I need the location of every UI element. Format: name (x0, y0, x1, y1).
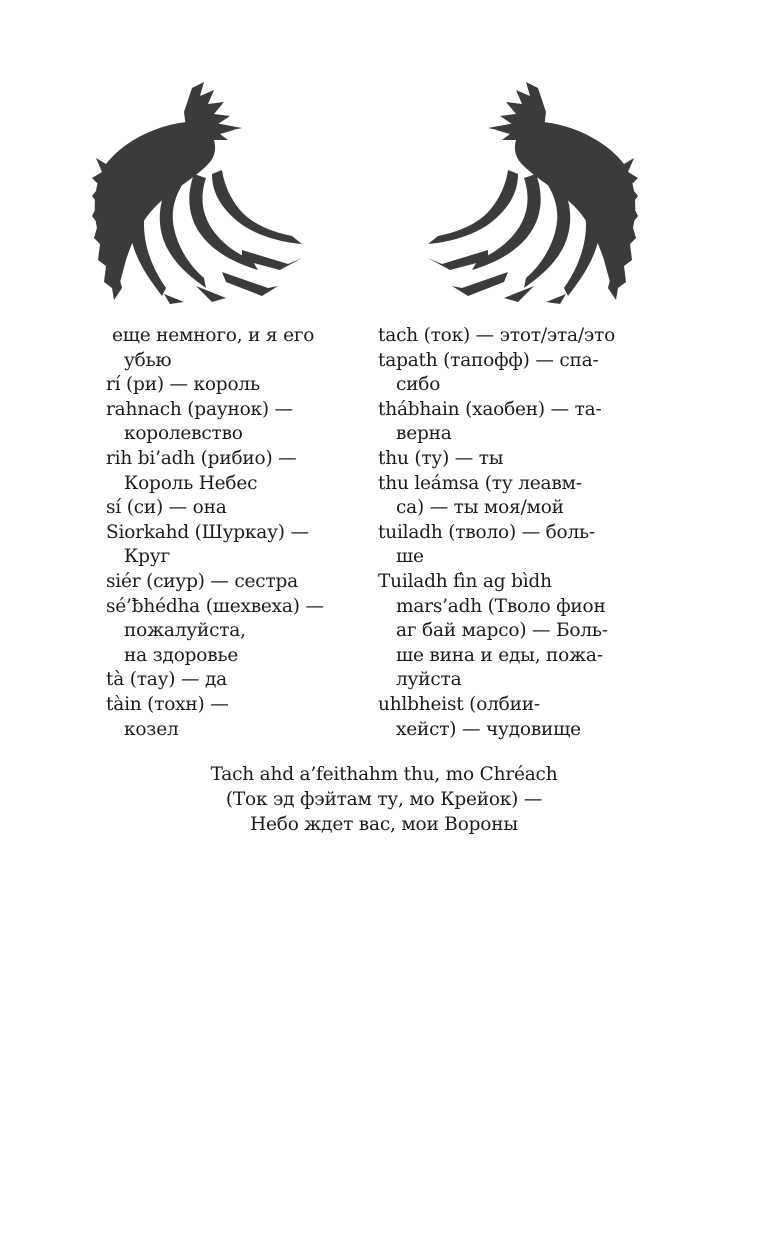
glossary-line: са) — ты моя/мой (396, 497, 564, 519)
glossary-entry (106, 570, 354, 595)
closing-line: Небо ждет вас, мои Вороны (250, 814, 518, 835)
glossary-entry (106, 447, 354, 496)
raven-icon-right (426, 82, 638, 304)
glossary-line: луйста (396, 669, 462, 691)
glossary-line: королевство (124, 423, 243, 445)
glossary-line: thábhain (хаобен) — та- (378, 398, 602, 420)
glossary-line: ше (396, 546, 424, 568)
glossary-line: tapath (тапофф) — спа- (378, 349, 599, 371)
glossary-line: аг бай марсо) — Боль- (396, 620, 608, 642)
closing-line: (Ток эд фэйтам ту, мо Крейок) — (225, 789, 543, 810)
glossary-line: убью (124, 349, 172, 371)
glossary-entry (378, 349, 628, 398)
glossary-line: пожалуйста, (124, 620, 246, 642)
glossary-line: tach (ток) — этот/эта/это (378, 325, 616, 346)
glossary-entry (106, 373, 354, 398)
glossary-entry (378, 398, 628, 447)
glossary-line: Король Небес (124, 472, 258, 494)
glossary-entry (378, 521, 628, 570)
raven-icon-left (92, 82, 304, 304)
glossary-line: козел (124, 718, 179, 740)
glossary-entry (106, 521, 354, 570)
glossary-line: верна (396, 423, 452, 445)
glossary-entry (378, 693, 628, 742)
glossary-entry (106, 668, 354, 693)
glossary-line: siér (сиур) — сестра (106, 570, 298, 592)
glossary-line: сибо (396, 374, 441, 396)
glossary-line: rí (ри) — король (106, 374, 260, 396)
glossary-entry (106, 693, 354, 742)
glossary-entry (378, 472, 628, 521)
glossary-line: thu (ту) — ты (378, 447, 504, 469)
glossary-line: sí (си) — она (106, 497, 227, 519)
glossary-entry (378, 324, 628, 349)
raven-icon (92, 82, 304, 304)
glossary-line: Siorkahd (Шуркау) — (106, 521, 309, 543)
glossary-entry (106, 324, 354, 373)
glossary-left-column (106, 324, 354, 742)
glossary-right-column (378, 324, 628, 742)
glossary-line: еще немного, и я его (112, 325, 315, 346)
closing-phrase (0, 762, 768, 837)
glossary-line: rih bi’adh (рибио) — (106, 447, 297, 469)
glossary-line: tuiladh (тволо) — боль- (378, 521, 595, 543)
glossary-line: thu leámsa (ту леавм- (378, 472, 582, 494)
glossary-entry (106, 595, 354, 669)
glossary-line: uhlbheist (олбии- (378, 693, 540, 715)
raven-icon (426, 82, 638, 304)
glossary-line: Tuiladh fìn ag bìdh (378, 570, 552, 592)
glossary-line: sé’ƀhédha (шехвеха) — (106, 595, 324, 617)
glossary-entry (378, 570, 628, 693)
glossary-entry (378, 447, 628, 472)
glossary-entry (106, 496, 354, 521)
raven-silhouette (428, 82, 638, 304)
raven-silhouette (92, 82, 302, 304)
glossary-line: хейст) — чудовище (396, 718, 581, 740)
glossary-line: ше вина и еды, пожа- (396, 644, 603, 666)
glossary-line: tàin (тохн) — (106, 693, 229, 715)
closing-line: Tach ahd a’feithahm thu, mo Chréach (210, 764, 558, 785)
glossary-line: tà (тау) — да (106, 669, 228, 691)
glossary-line: Круг (124, 546, 170, 568)
glossary-line: rahnach (раунок) — (106, 398, 293, 420)
glossary-line: mars’adh (Тволо фион (396, 595, 606, 617)
glossary-entry (106, 398, 354, 447)
glossary-line: на здоровье (124, 644, 239, 666)
